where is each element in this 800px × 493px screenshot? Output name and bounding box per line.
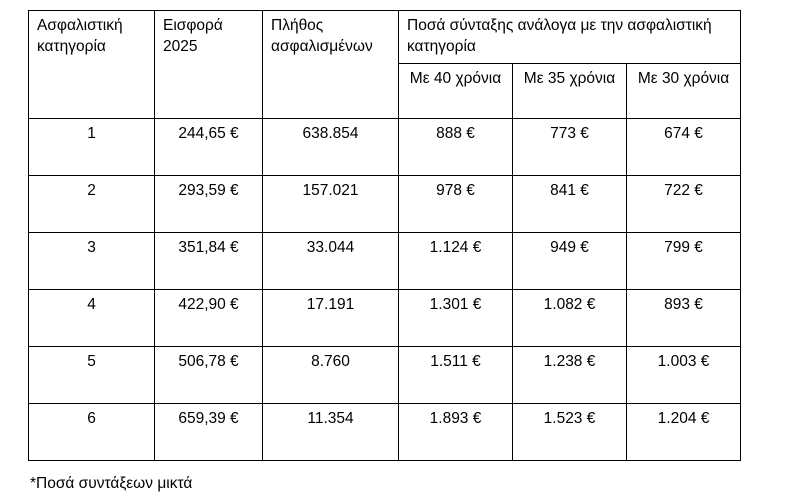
cell-years-30: 799 € — [627, 232, 741, 289]
cell-years-35: 949 € — [513, 232, 627, 289]
table-header-row-primary — [29, 11, 741, 64]
cell-insured-count: 33.044 — [263, 232, 399, 289]
table-row — [29, 403, 741, 460]
cell-contribution: 506,78 € — [155, 346, 263, 403]
cell-years-35: 1.523 € — [513, 403, 627, 460]
cell-years-30: 722 € — [627, 175, 741, 232]
cell-insured-count: 638.854 — [263, 118, 399, 175]
cell-years-40: 888 € — [399, 118, 513, 175]
header-contribution: Εισφορά 2025 — [155, 11, 263, 119]
footnote: *Ποσά συντάξεων μικτά — [30, 474, 193, 492]
header-category: Ασφαλιστική κατηγορία — [29, 11, 155, 119]
cell-category: 2 — [29, 175, 155, 232]
pension-amounts-table — [28, 10, 741, 461]
header-years-35: Με 35 χρόνια — [513, 63, 627, 118]
cell-category: 5 — [29, 346, 155, 403]
cell-years-30: 1.204 € — [627, 403, 741, 460]
cell-category: 1 — [29, 118, 155, 175]
table-row — [29, 289, 741, 346]
cell-insured-count: 157.021 — [263, 175, 399, 232]
table-row — [29, 118, 741, 175]
cell-years-35: 841 € — [513, 175, 627, 232]
cell-contribution: 422,90 € — [155, 289, 263, 346]
cell-contribution: 659,39 € — [155, 403, 263, 460]
cell-contribution: 293,59 € — [155, 175, 263, 232]
cell-years-35: 1.082 € — [513, 289, 627, 346]
cell-years-40: 1.124 € — [399, 232, 513, 289]
cell-years-40: 1.511 € — [399, 346, 513, 403]
cell-years-35: 773 € — [513, 118, 627, 175]
cell-years-35: 1.238 € — [513, 346, 627, 403]
cell-years-40: 978 € — [399, 175, 513, 232]
header-years-30: Με 30 χρόνια — [627, 63, 741, 118]
cell-years-40: 1.301 € — [399, 289, 513, 346]
cell-insured-count: 8.760 — [263, 346, 399, 403]
cell-years-40: 1.893 € — [399, 403, 513, 460]
cell-contribution: 351,84 € — [155, 232, 263, 289]
table-row — [29, 232, 741, 289]
header-pension-group: Ποσά σύνταξης ανάλογα με την ασφαλιστική κατηγορία — [399, 11, 741, 64]
cell-years-30: 1.003 € — [627, 346, 741, 403]
cell-category: 3 — [29, 232, 155, 289]
header-insured-count: Πλήθος ασφαλισμένων — [263, 11, 399, 119]
cell-insured-count: 17.191 — [263, 289, 399, 346]
cell-insured-count: 11.354 — [263, 403, 399, 460]
cell-contribution: 244,65 € — [155, 118, 263, 175]
cell-category: 6 — [29, 403, 155, 460]
table-body — [29, 118, 741, 460]
header-years-40: Με 40 χρόνια — [399, 63, 513, 118]
table-row — [29, 175, 741, 232]
table-row — [29, 346, 741, 403]
table-header — [29, 11, 741, 119]
cell-years-30: 893 € — [627, 289, 741, 346]
cell-category: 4 — [29, 289, 155, 346]
cell-years-30: 674 € — [627, 118, 741, 175]
